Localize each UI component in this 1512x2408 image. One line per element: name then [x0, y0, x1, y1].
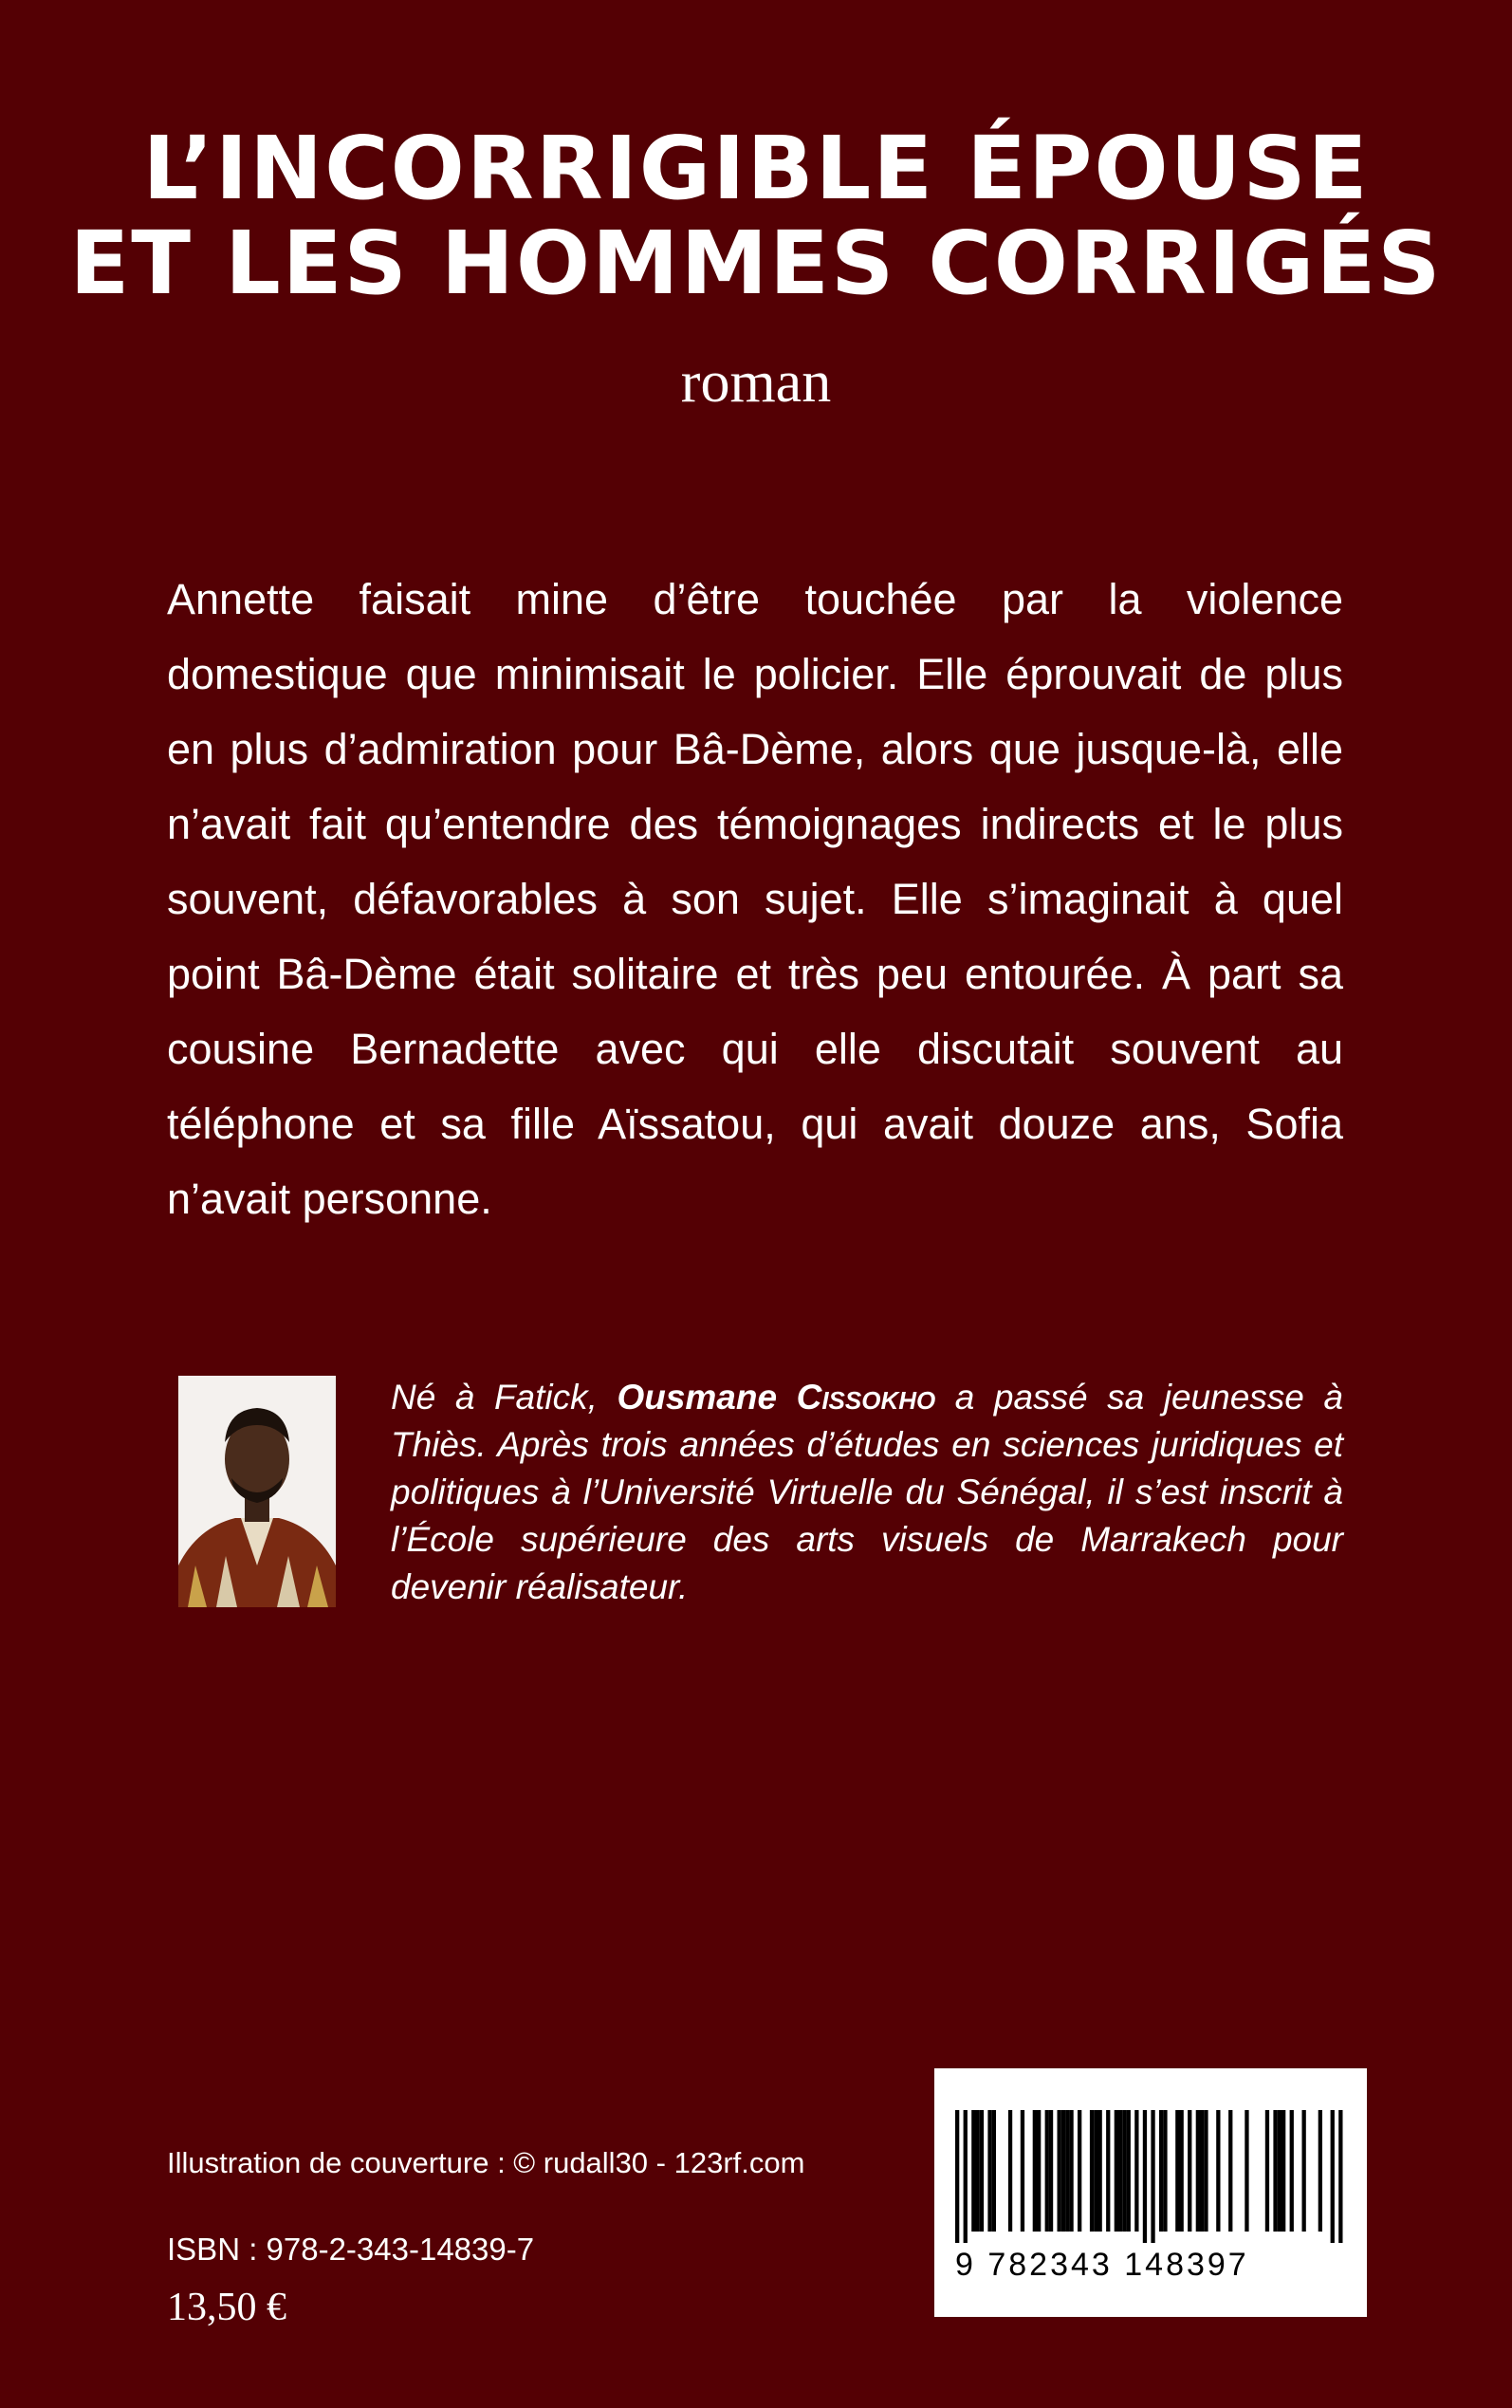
barcode-bar — [1134, 2110, 1138, 2232]
author-last-name: Cissokho — [796, 1378, 936, 1417]
barcode-bar — [1318, 2110, 1322, 2232]
barcode-bar — [1065, 2110, 1069, 2232]
barcode-bar — [1331, 2110, 1335, 2243]
barcode-bar — [1159, 2110, 1163, 2232]
barcode-bar — [1122, 2110, 1126, 2232]
barcode-bar — [980, 2110, 984, 2232]
barcode-bar — [1008, 2110, 1012, 2232]
author-portrait-icon — [178, 1376, 336, 1607]
barcode-bar — [1049, 2110, 1053, 2232]
barcode-bar — [1163, 2110, 1167, 2232]
barcode-bar — [955, 2110, 959, 2243]
barcode-bar — [1106, 2110, 1110, 2232]
barcode-bar — [1021, 2110, 1024, 2232]
barcode-bar — [1069, 2110, 1073, 2232]
barcode-bar — [992, 2110, 996, 2232]
barcode-digits: 9 782343 148397 — [955, 2247, 1249, 2283]
title-line-1: L’INCORRIGIBLE ÉPOUSE — [142, 118, 1370, 219]
barcode-bar — [1033, 2110, 1037, 2232]
barcode — [934, 2068, 1367, 2317]
barcode-bar — [1045, 2110, 1049, 2232]
barcode-bar — [1302, 2110, 1306, 2232]
barcode-bars-icon — [955, 2110, 1346, 2243]
author-first-name: Ousmane — [617, 1378, 797, 1417]
blurb-text: Annette faisait mine d’être touchée par la violence domestique que minimisait le policier. Elle éprouvait de plus en plus d’admiration pour Bâ-Dème, alors que jusque-là, elle n’avait fait qu’entendre des témoignages indirects et le plus souvent, défavorables à son sujet. Elle s’imaginait à quel point Bâ-Dème était solitaire et très peu entourée. À part sa cousine Bernadette avec qui elle discutait souvent au téléphone et sa fille Aïssatou, qui avait douze ans, Sofia n’avait personne. — [167, 575, 1343, 1223]
barcode-bar — [1037, 2110, 1041, 2232]
cover-credit: Illustration de couverture : © rudall30 - 123rf.com — [167, 2146, 805, 2179]
barcode-bar — [1078, 2110, 1081, 2232]
barcode-bar — [971, 2110, 975, 2232]
barcode-bar — [1090, 2110, 1094, 2232]
author-bio — [391, 1374, 1343, 1611]
barcode-bar — [1278, 2110, 1282, 2232]
barcode-bar — [1061, 2110, 1065, 2232]
barcode-bar — [987, 2110, 991, 2232]
title-line-2: ET LES HOMMES CORRIGÉS — [69, 213, 1443, 314]
barcode-bar — [1151, 2110, 1154, 2243]
barcode-bar — [1290, 2110, 1294, 2232]
author-name — [617, 1378, 935, 1417]
barcode-bar — [976, 2110, 980, 2232]
bio-text: a passé sa jeunesse à Thiès. Après trois années d’études en sciences juridiques et politiques à l’Université Virtuelle du Sénégal, il s’est inscrit à l’École supérieure des arts visuels de Marrakech pour devenir réalisateur. — [391, 1378, 1343, 1606]
barcode-bar — [1204, 2110, 1208, 2232]
barcode-bar — [1098, 2110, 1102, 2232]
barcode-bar — [1188, 2110, 1191, 2232]
genre-label: roman — [680, 350, 832, 415]
barcode-bar — [1180, 2110, 1184, 2232]
isbn-label: ISBN : 978-2-343-14839-7 — [167, 2232, 535, 2267]
barcode-bar — [1228, 2110, 1232, 2232]
barcode-bar — [1200, 2110, 1204, 2232]
bio-prefix: Né à Fatick, — [391, 1378, 618, 1417]
book-title — [0, 118, 1512, 314]
barcode-bar — [1265, 2110, 1269, 2232]
barcode-bar — [1127, 2110, 1131, 2232]
barcode-bar — [964, 2110, 968, 2243]
barcode-bar — [1058, 2110, 1061, 2232]
barcode-bar — [1118, 2110, 1122, 2232]
barcode-bar — [1338, 2110, 1342, 2243]
barcode-bar — [1282, 2110, 1285, 2232]
price-label: 13,50 € — [167, 2286, 286, 2329]
barcode-bar — [1115, 2110, 1118, 2232]
barcode-bar — [1143, 2110, 1147, 2243]
barcode-bar — [1196, 2110, 1200, 2232]
barcode-bar — [1273, 2110, 1277, 2232]
barcode-bar — [1175, 2110, 1179, 2232]
author-photo — [178, 1376, 336, 1607]
barcode-bar — [1245, 2110, 1248, 2232]
barcode-bar — [1216, 2110, 1220, 2232]
barcode-bar — [1094, 2110, 1097, 2232]
